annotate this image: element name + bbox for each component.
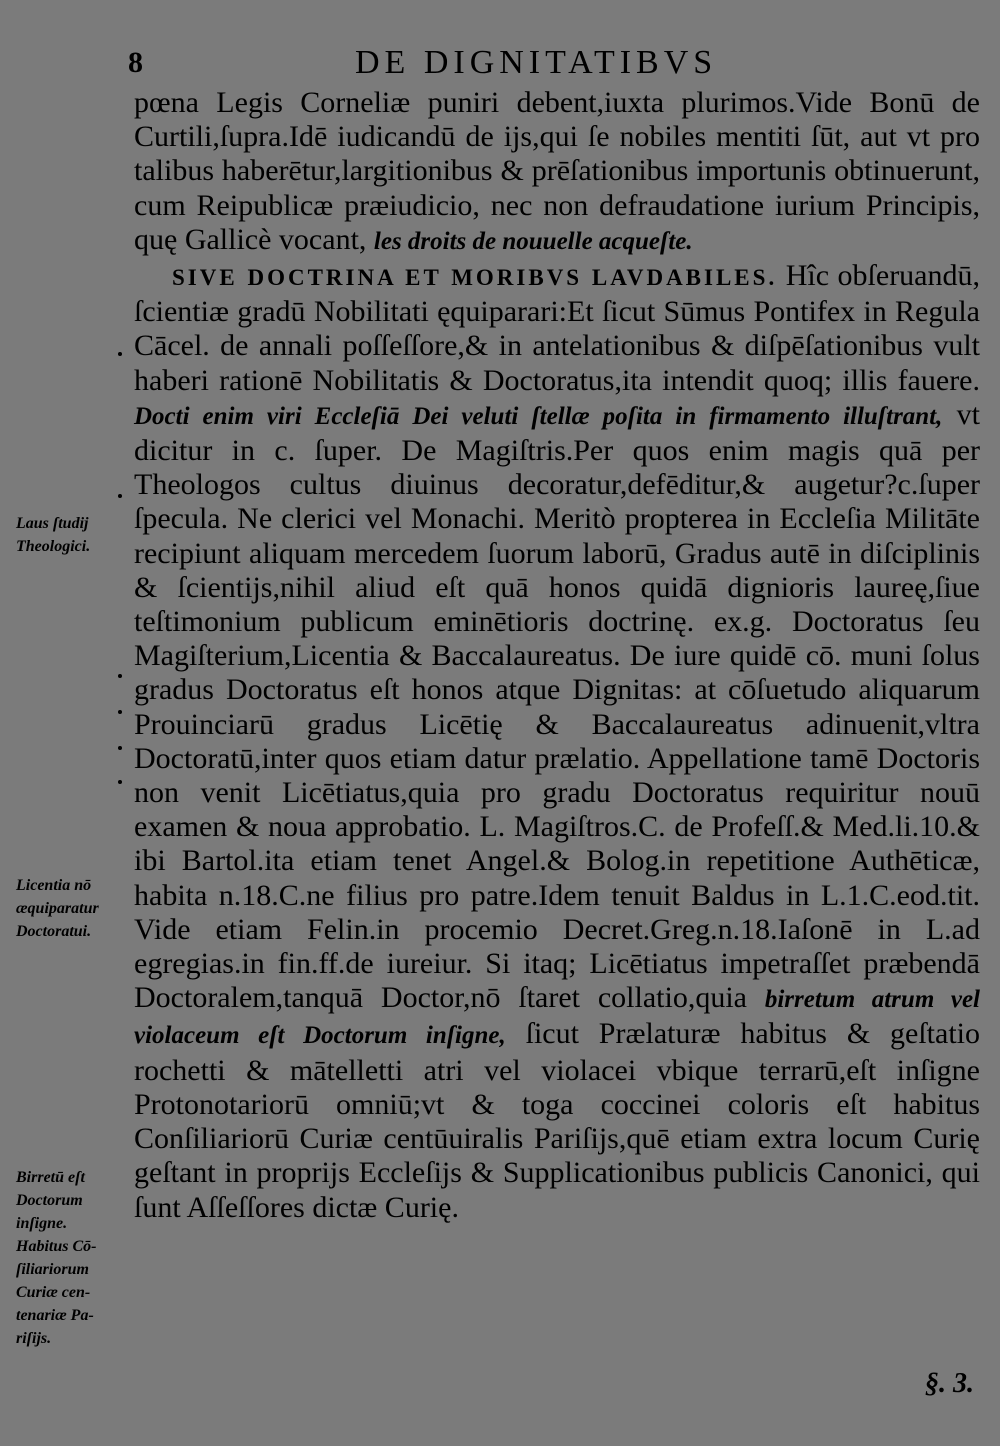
- margin-note-line: Theologici.: [16, 538, 91, 555]
- paragraph-1: [134, 86, 980, 259]
- margin-speck: [118, 494, 122, 498]
- margin-note-line: Curiæ cen-: [16, 1284, 91, 1301]
- margin-note-line: inſigne.: [16, 1215, 68, 1232]
- main-text: [134, 86, 980, 1225]
- margin-note-line: æquiparatur: [16, 900, 99, 917]
- margin-note-licentia: [16, 874, 141, 943]
- margin-speck: [118, 710, 122, 714]
- running-head: DE DIGNITATIBVS: [355, 44, 718, 81]
- page-number: 8: [128, 46, 143, 79]
- margin-note-line: ſiliariorum: [16, 1261, 89, 1278]
- paragraph-2-text-b: vt dicitur in c. ſuper. De Magiſtris.Per quos enim magis quā per Theologos cultus diuinus decoratur,defēditur,& augetur?c.ſuper ſpecula. Ne clerici vel Monachi. Meritò propterea in Eccleſia Militāte recipiunt aliquam mercedem ſuorum laborū, Gradus autē in diſciplinis & ſcientijs,nihil aliud eſt quā honos quidā dignioris laureę,ſiue teſtimonium publicum eminētioris doctrinę. ex.g. Doctoratus ſeu Magiſterium,Licentia & Baccalaureatus. De iure quidē cō. muni ſolus gradus Doctoratus eſt honos atque Dignitas: at cōſuetudo aliquarum Prouinciarū gradus Licētię & Baccalaureatus adinuenit,vltra Doctoratū,inter quos etiam datur prælatio. Appellatione tamē Doctoris non venit Licētiatus,quia pro gradu Doctoratus requiritur nouū examen & noua approbatio. L. Magiſtros.C. de Profeſſ.& Med.li.10.& ibi Bartol.ita etiam tenet Angel.& Bolog.in repetitione Authēticæ, habita n.18.C.ne filius pro patre.Idem tenuit Baldus in L.1.C.eod.tit. Vide etiam Felin.in procemio Decret.Greg.n.18.Iaſonē in L.ad egregias.in fin.ff.de iureiur. Si itaq; Licētiatus impetraſſet præbendā Doctoralem,tanquā Doctor,nō ſtaret collatio,quia: [134, 397, 980, 1015]
- paragraph-2: [134, 259, 980, 1225]
- margin-note-line: Habitus Cō-: [16, 1238, 97, 1255]
- paragraph-2-italic-quote: Docti enim viri Eccleſiā Dei veluti ſtellæ poſita in firmamento illuſtrant,: [134, 402, 943, 430]
- margin-note-line: Doctorum: [16, 1192, 83, 1209]
- paragraph-2-italic-quote-2: birretum atrum vel violaceum eſt Doctorum inſigne,: [134, 986, 980, 1050]
- paragraph-2-text-a: Hîc obſeruandū, ſcientiæ gradū Nobilitati ęquiparari:Et ſicut Sūmus Pontifex in Regula Cācel. de annali poſſeſſore,& in antelationibus & diſpēſationibus vult haberi rationē Nobilitatis & Doctoratus,ita intendit quoq; illis fauere.: [134, 259, 981, 397]
- margin-speck: [118, 674, 122, 678]
- catchword: §. 3.: [925, 1368, 974, 1399]
- margin-note-line: Laus ſtudij: [16, 515, 89, 532]
- margin-note-line: Licentia nō: [16, 877, 92, 894]
- margin-note-line: riſijs.: [16, 1330, 52, 1347]
- paragraph-1-text: pœna Legis Corneliæ puniri debent,iuxta plurimos.Vide Bonū de Curtili,ſupra.Idē iudicandū de ijs,qui ſe nobiles mentiti ſūt, aut vt pro talibus haberētur,largitionibus & prēſationibus importunis obtinuerunt, cum Reipublicæ præiudicio, nec non defraudatione iurium Principis, quę Gallicè vocant,: [134, 86, 980, 256]
- margin-note-line: tenariæ Pa-: [16, 1307, 94, 1324]
- paragraph-2-text-c: ſicut Prælaturæ habitus & geſtatio rochetti & mātelletti atri vel violacei vbique terrarū,eſt inſigne Protonotariorū omniū;vt & toga coccinei coloris eſt habitus Conſiliariorū Curiæ centūuiralis Pariſijs,quē etiam extra locum Curię geſtant in proprijs Eccleſijs & Supplicationibus publicis Canonici, qui ſunt Aſſeſſores dictæ Curię.: [134, 1017, 980, 1224]
- section-caps-heading: SIVE DOCTRINA ET MORIBVS LAVDABILES.: [172, 265, 778, 291]
- margin-speck: [118, 746, 122, 750]
- margin-speck: [118, 780, 122, 784]
- margin-note-line: Birretū eſt: [16, 1169, 85, 1186]
- paragraph-1-italic: les droits de nouuelle acqueſte.: [373, 227, 693, 255]
- margin-speck: [118, 352, 122, 356]
- margin-note-line: Doctoratui.: [16, 923, 92, 940]
- page-header: [120, 44, 980, 86]
- margin-note-birretum: [16, 1166, 141, 1350]
- margin-note-laus: [16, 512, 141, 558]
